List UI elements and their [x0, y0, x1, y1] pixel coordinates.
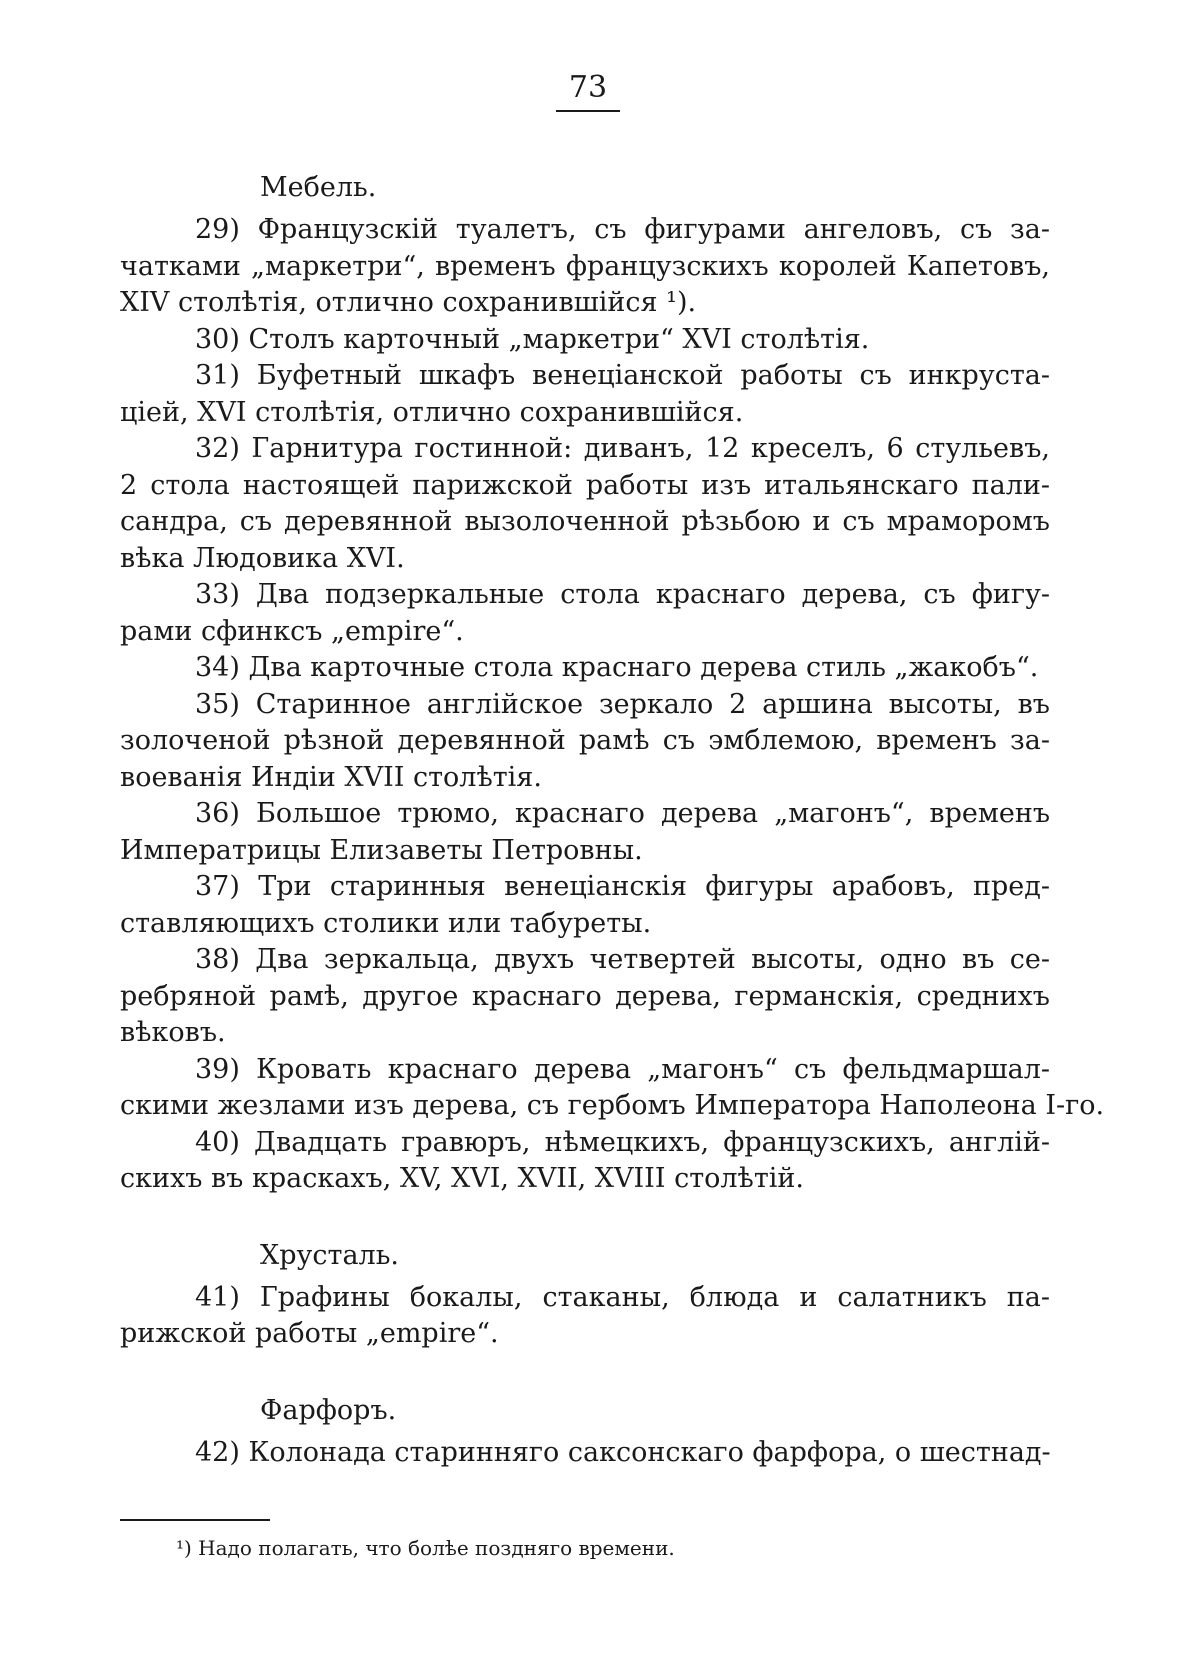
inventory-entry [120, 1125, 1050, 1198]
entry-line: 31) Буфетный шкафъ венеціанской работы съ инкруста- [195, 360, 1050, 391]
entry-line: вѣковъ. [120, 1017, 226, 1048]
entry-line: ребряной рамѣ, другое краснаго дерева, германскія, среднихъ [120, 980, 1050, 1012]
footnote-rule [120, 1519, 270, 1521]
inventory-entry [120, 431, 1050, 577]
entry-line: 2 стола настоящей парижской работы изъ итальянскаго пали- [120, 469, 1050, 501]
entry-line: 37) Три старинныя венеціанскія фигуры арабовъ, пред- [195, 871, 1050, 902]
entry-line: вѣка Людовика XVI. [120, 542, 405, 574]
entry-line: 35) Старинное англійское зеркало 2 аршина высоты, въ [195, 688, 1050, 720]
entry-line: 32) Гарнитура гостинной: диванъ, 12 креселъ, 6 стульевъ, [195, 433, 1050, 464]
inventory-entry [120, 358, 1050, 431]
section-heading: Фарфоръ. [260, 1394, 397, 1426]
entry-line: 42) Колонада старинняго саксонскаго фарфора, о шестнад- [195, 1436, 1051, 1468]
entry-line: чатками „маркетри“, временъ французскихъ королей Капетовъ, [120, 250, 1050, 282]
page-body [120, 164, 1105, 1471]
inventory-entry [120, 942, 1050, 1052]
entry-line: золоченой рѣзной деревянной рамѣ съ эмблемою, временъ за- [120, 725, 1050, 756]
entry-line: 41) Графины бокалы, стаканы, блюда и салатникъ па- [195, 1281, 1050, 1313]
entry-line: 34) Два карточные стола краснаго дерева стиль „жакобъ“. [195, 652, 1039, 683]
inventory-entry [120, 1280, 1050, 1353]
entry-line: рами сфинксъ „empire“. [120, 615, 464, 647]
inventory-entry [120, 687, 1050, 797]
entry-line: 29) Французскій туалетъ, съ фигурами ангеловъ, съ за- [195, 214, 1050, 245]
entry-line: 39) Кровать краснаго дерева „магонъ“ съ фельдмаршал- [195, 1053, 1050, 1085]
entry-line: скими жезлами изъ дерева, съ гербомъ Императора Наполеона I-го. [120, 1090, 1105, 1121]
entry-line: воеванія Индіи XVII столѣтія. [120, 761, 542, 793]
entry-line: рижской работы „empire“. [120, 1318, 499, 1349]
entry-line: 38) Два зеркальца, двухъ четвертей высоты, одно въ се- [195, 944, 1050, 975]
page-number: 73 [568, 70, 608, 105]
section-spacer [120, 1198, 1050, 1232]
inventory-entry [120, 796, 1050, 869]
entry-line: скихъ въ краскахъ, XV, XVI, XVII, XVIII столѣтій. [120, 1163, 804, 1194]
inventory-entry [120, 577, 1050, 650]
footnote: ¹) Надо полагать, что болѣе поздняго времени. [176, 1536, 675, 1560]
inventory-entry [120, 322, 1050, 359]
inventory-entry [120, 212, 1050, 322]
section-spacer [120, 1353, 1050, 1387]
inventory-entry [120, 650, 1050, 687]
inventory-entry [120, 1052, 1105, 1125]
entry-line: XIV столѣтія, отлично сохранившійся ¹). [120, 287, 697, 318]
entry-line: сандра, съ деревянной вызолоченной рѣзьбою и съ мраморомъ [120, 506, 1050, 537]
page-number-rule [556, 110, 620, 112]
inventory-entry [120, 869, 1050, 942]
inventory-entry [120, 1435, 1050, 1472]
entry-line: ціей, XVI столѣтія, отлично сохранившійся. [120, 396, 744, 428]
entry-line: 33) Два подзеркальные стола краснаго дерева, съ фигу- [195, 579, 1050, 610]
entry-line: 40) Двадцать гравюръ, нѣмецкихъ, французскихъ, англій- [195, 1126, 1050, 1158]
entry-line: 30) Столъ карточный „маркетри“ XVI столѣтія. [195, 323, 870, 355]
entry-line: ставляющихъ столики или табуреты. [120, 907, 652, 939]
entry-line: Императрицы Елизаветы Петровны. [120, 834, 643, 866]
section-heading: Хрусталь. [260, 1239, 399, 1271]
entry-line: 36) Большое трюмо, краснаго дерева „магонъ“, временъ [195, 798, 1050, 829]
section-heading: Мебель. [260, 172, 377, 203]
